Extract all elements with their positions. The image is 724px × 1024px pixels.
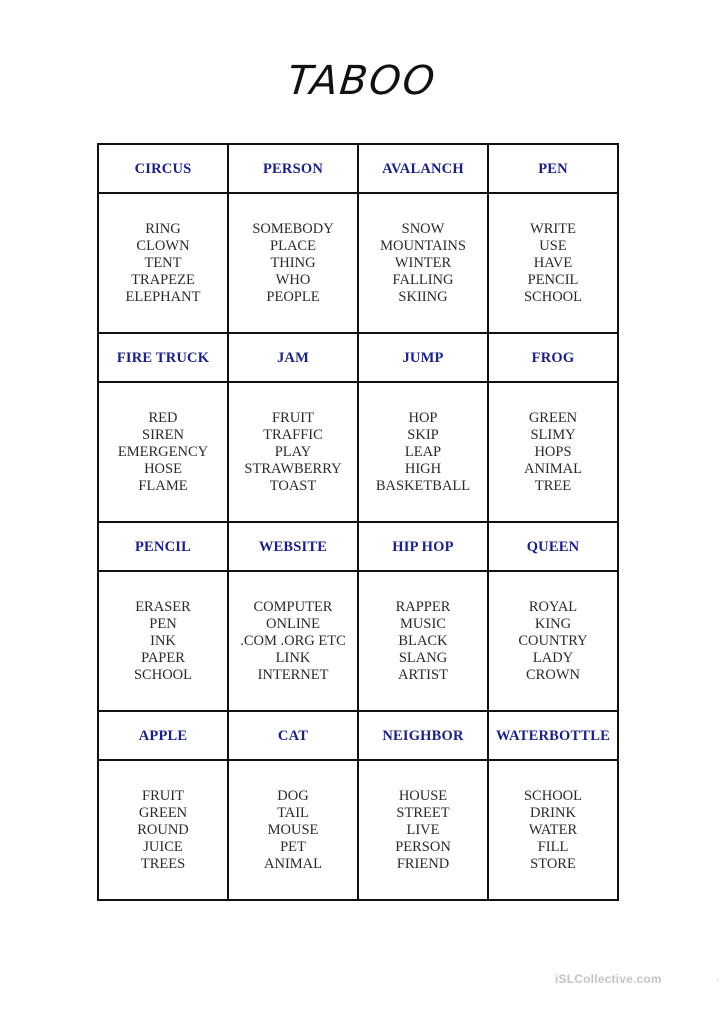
taboo-word: STRAWBERRY (244, 460, 342, 477)
taboo-word-list (229, 221, 357, 306)
taboo-word: TRAPEZE (131, 271, 195, 288)
taboo-word: SCHOOL (523, 787, 582, 804)
taboo-words-cell (228, 571, 358, 711)
watermark-dot: . (716, 970, 720, 984)
taboo-word: INK (150, 632, 176, 649)
taboo-word: SCHOOL (133, 666, 192, 683)
taboo-words-cell (228, 760, 358, 900)
taboo-word: ONLINE (266, 615, 320, 632)
taboo-words-cell (98, 760, 228, 900)
card-title-cell (228, 333, 358, 382)
taboo-word: WINTER (394, 254, 452, 271)
taboo-words-row (98, 571, 618, 711)
card-title-cell (228, 711, 358, 760)
card-title-cell (228, 144, 358, 193)
page-title: TABOO (285, 58, 439, 104)
taboo-word: PLACE (270, 237, 316, 254)
taboo-word: JUICE (143, 838, 183, 855)
taboo-word: COUNTRY (518, 632, 588, 649)
taboo-words-row (98, 760, 618, 900)
card-title: WEBSITE (258, 538, 328, 555)
taboo-words-row (98, 193, 618, 333)
card-title-cell (488, 522, 618, 571)
card-title-row (98, 522, 618, 571)
card-title: HIP HOP (392, 538, 454, 555)
taboo-word-list (99, 599, 227, 684)
taboo-word: PET (280, 838, 306, 855)
taboo-word: ERASER (135, 598, 191, 615)
taboo-word: RING (145, 220, 181, 237)
card-title-row (98, 711, 618, 760)
taboo-word: INTERNET (257, 666, 329, 683)
card-title: AVALANCH (382, 160, 464, 177)
taboo-word: ANIMAL (524, 460, 582, 477)
taboo-word-list (489, 788, 617, 873)
taboo-word: RAPPER (395, 598, 451, 615)
taboo-word: COMPUTER (253, 598, 333, 615)
taboo-word: SLANG (398, 649, 448, 666)
taboo-word-list (99, 221, 227, 306)
taboo-word: HOP (408, 409, 438, 426)
taboo-word: TAIL (277, 804, 309, 821)
card-title: APPLE (138, 727, 188, 744)
taboo-words-cell (98, 382, 228, 522)
card-title-cell (358, 522, 488, 571)
taboo-word: .COM .ORG ETC (240, 632, 346, 649)
card-title: FROG (531, 349, 575, 366)
card-title: CAT (277, 727, 309, 744)
taboo-word-list (229, 788, 357, 873)
taboo-words-cell (488, 193, 618, 333)
taboo-word-list (489, 410, 617, 495)
card-title: PERSON (262, 160, 323, 177)
taboo-words-cell (98, 193, 228, 333)
taboo-word: SCHOOL (523, 288, 582, 305)
watermark: iSLCollective.com (555, 972, 662, 986)
taboo-word: LINK (275, 649, 311, 666)
card-title-cell (98, 333, 228, 382)
taboo-words-cell (358, 382, 488, 522)
taboo-word: FALLING (392, 271, 454, 288)
taboo-word: FRUIT (142, 787, 184, 804)
card-title-row (98, 144, 618, 193)
taboo-word: STORE (530, 855, 576, 872)
taboo-word: MUSIC (400, 615, 446, 632)
taboo-word: SKIING (398, 288, 448, 305)
taboo-word: SIREN (142, 426, 184, 443)
card-title: CIRCUS (134, 160, 192, 177)
card-title-cell (358, 333, 488, 382)
taboo-words-cell (358, 760, 488, 900)
taboo-word: GREEN (138, 804, 188, 821)
taboo-word: SNOW (401, 220, 445, 237)
taboo-word: LADY (532, 649, 574, 666)
taboo-word: BASKETBALL (375, 477, 471, 494)
card-title-row (98, 333, 618, 382)
taboo-word: ROUND (137, 821, 189, 838)
taboo-word: PERSON (395, 838, 451, 855)
card-title: JUMP (402, 349, 444, 366)
taboo-words-cell (98, 571, 228, 711)
taboo-word: TOAST (269, 477, 317, 494)
taboo-word: PEN (149, 615, 177, 632)
taboo-word: HOUSE (398, 787, 448, 804)
taboo-word: STREET (396, 804, 450, 821)
card-title: PEN (538, 160, 568, 177)
taboo-word: LIVE (406, 821, 440, 838)
taboo-word: BLACK (398, 632, 448, 649)
card-title-cell (358, 144, 488, 193)
taboo-word: FRIEND (396, 855, 450, 872)
taboo-words-row (98, 382, 618, 522)
taboo-word: FRUIT (272, 409, 314, 426)
taboo-word: PENCIL (527, 271, 579, 288)
taboo-word-list (99, 410, 227, 495)
card-title-cell (488, 144, 618, 193)
taboo-word: WRITE (530, 220, 576, 237)
taboo-word: ANIMAL (264, 855, 322, 872)
taboo-word: USE (539, 237, 567, 254)
taboo-word: HOPS (534, 443, 572, 460)
taboo-word: HAVE (533, 254, 573, 271)
taboo-word: EMERGENCY (117, 443, 209, 460)
taboo-word: ROYAL (528, 598, 578, 615)
taboo-word: SLIMY (530, 426, 576, 443)
card-title: WATERBOTTLE (496, 727, 610, 744)
taboo-words-cell (228, 193, 358, 333)
card-title: JAM (276, 349, 309, 366)
card-title-cell (98, 144, 228, 193)
taboo-word: MOUSE (267, 821, 319, 838)
taboo-word: TRAFFIC (263, 426, 323, 443)
taboo-word: DOG (277, 787, 309, 804)
taboo-word-list (359, 788, 487, 873)
taboo-word: RED (148, 409, 178, 426)
card-title-cell (488, 333, 618, 382)
taboo-word-list (99, 788, 227, 873)
taboo-word: ELEPHANT (125, 288, 201, 305)
taboo-word-list (489, 221, 617, 306)
taboo-word-list (359, 410, 487, 495)
taboo-word: HIGH (404, 460, 442, 477)
taboo-word: ARTIST (398, 666, 448, 683)
taboo-word: PAPER (141, 649, 185, 666)
taboo-word: CROWN (526, 666, 580, 683)
card-title: FIRE TRUCK (116, 349, 210, 366)
taboo-words-cell (488, 571, 618, 711)
taboo-word: PEOPLE (266, 288, 320, 305)
card-title: QUEEN (526, 538, 580, 555)
taboo-word-list (489, 599, 617, 684)
taboo-word: FILL (537, 838, 569, 855)
taboo-word-list (229, 599, 357, 684)
card-title: NEIGHBOR (382, 727, 464, 744)
taboo-word-list (359, 599, 487, 684)
taboo-card-grid (97, 143, 619, 901)
card-title-cell (98, 711, 228, 760)
card-title-cell (98, 522, 228, 571)
taboo-word: WHO (275, 271, 311, 288)
taboo-word: WATER (528, 821, 578, 838)
taboo-word: SKIP (407, 426, 439, 443)
taboo-word-list (229, 410, 357, 495)
taboo-word: DRINK (530, 804, 576, 821)
taboo-word: FLAME (138, 477, 188, 494)
taboo-word: GREEN (528, 409, 578, 426)
taboo-words-cell (488, 382, 618, 522)
card-title-cell (488, 711, 618, 760)
taboo-word: TREES (140, 855, 186, 872)
taboo-word: HOSE (144, 460, 182, 477)
taboo-word-list (359, 221, 487, 306)
taboo-words-cell (358, 571, 488, 711)
taboo-word: LEAP (404, 443, 442, 460)
taboo-word: TENT (144, 254, 182, 271)
card-title: PENCIL (135, 538, 191, 555)
taboo-word: MOUNTAINS (380, 237, 466, 254)
taboo-words-cell (358, 193, 488, 333)
taboo-word: CLOWN (136, 237, 190, 254)
taboo-words-cell (488, 760, 618, 900)
card-title-cell (228, 522, 358, 571)
taboo-word: KING (534, 615, 572, 632)
taboo-word: TREE (534, 477, 572, 494)
taboo-word: THING (270, 254, 316, 271)
card-title-cell (358, 711, 488, 760)
taboo-words-cell (228, 382, 358, 522)
taboo-word: PLAY (274, 443, 312, 460)
taboo-word: SOMEBODY (252, 220, 334, 237)
